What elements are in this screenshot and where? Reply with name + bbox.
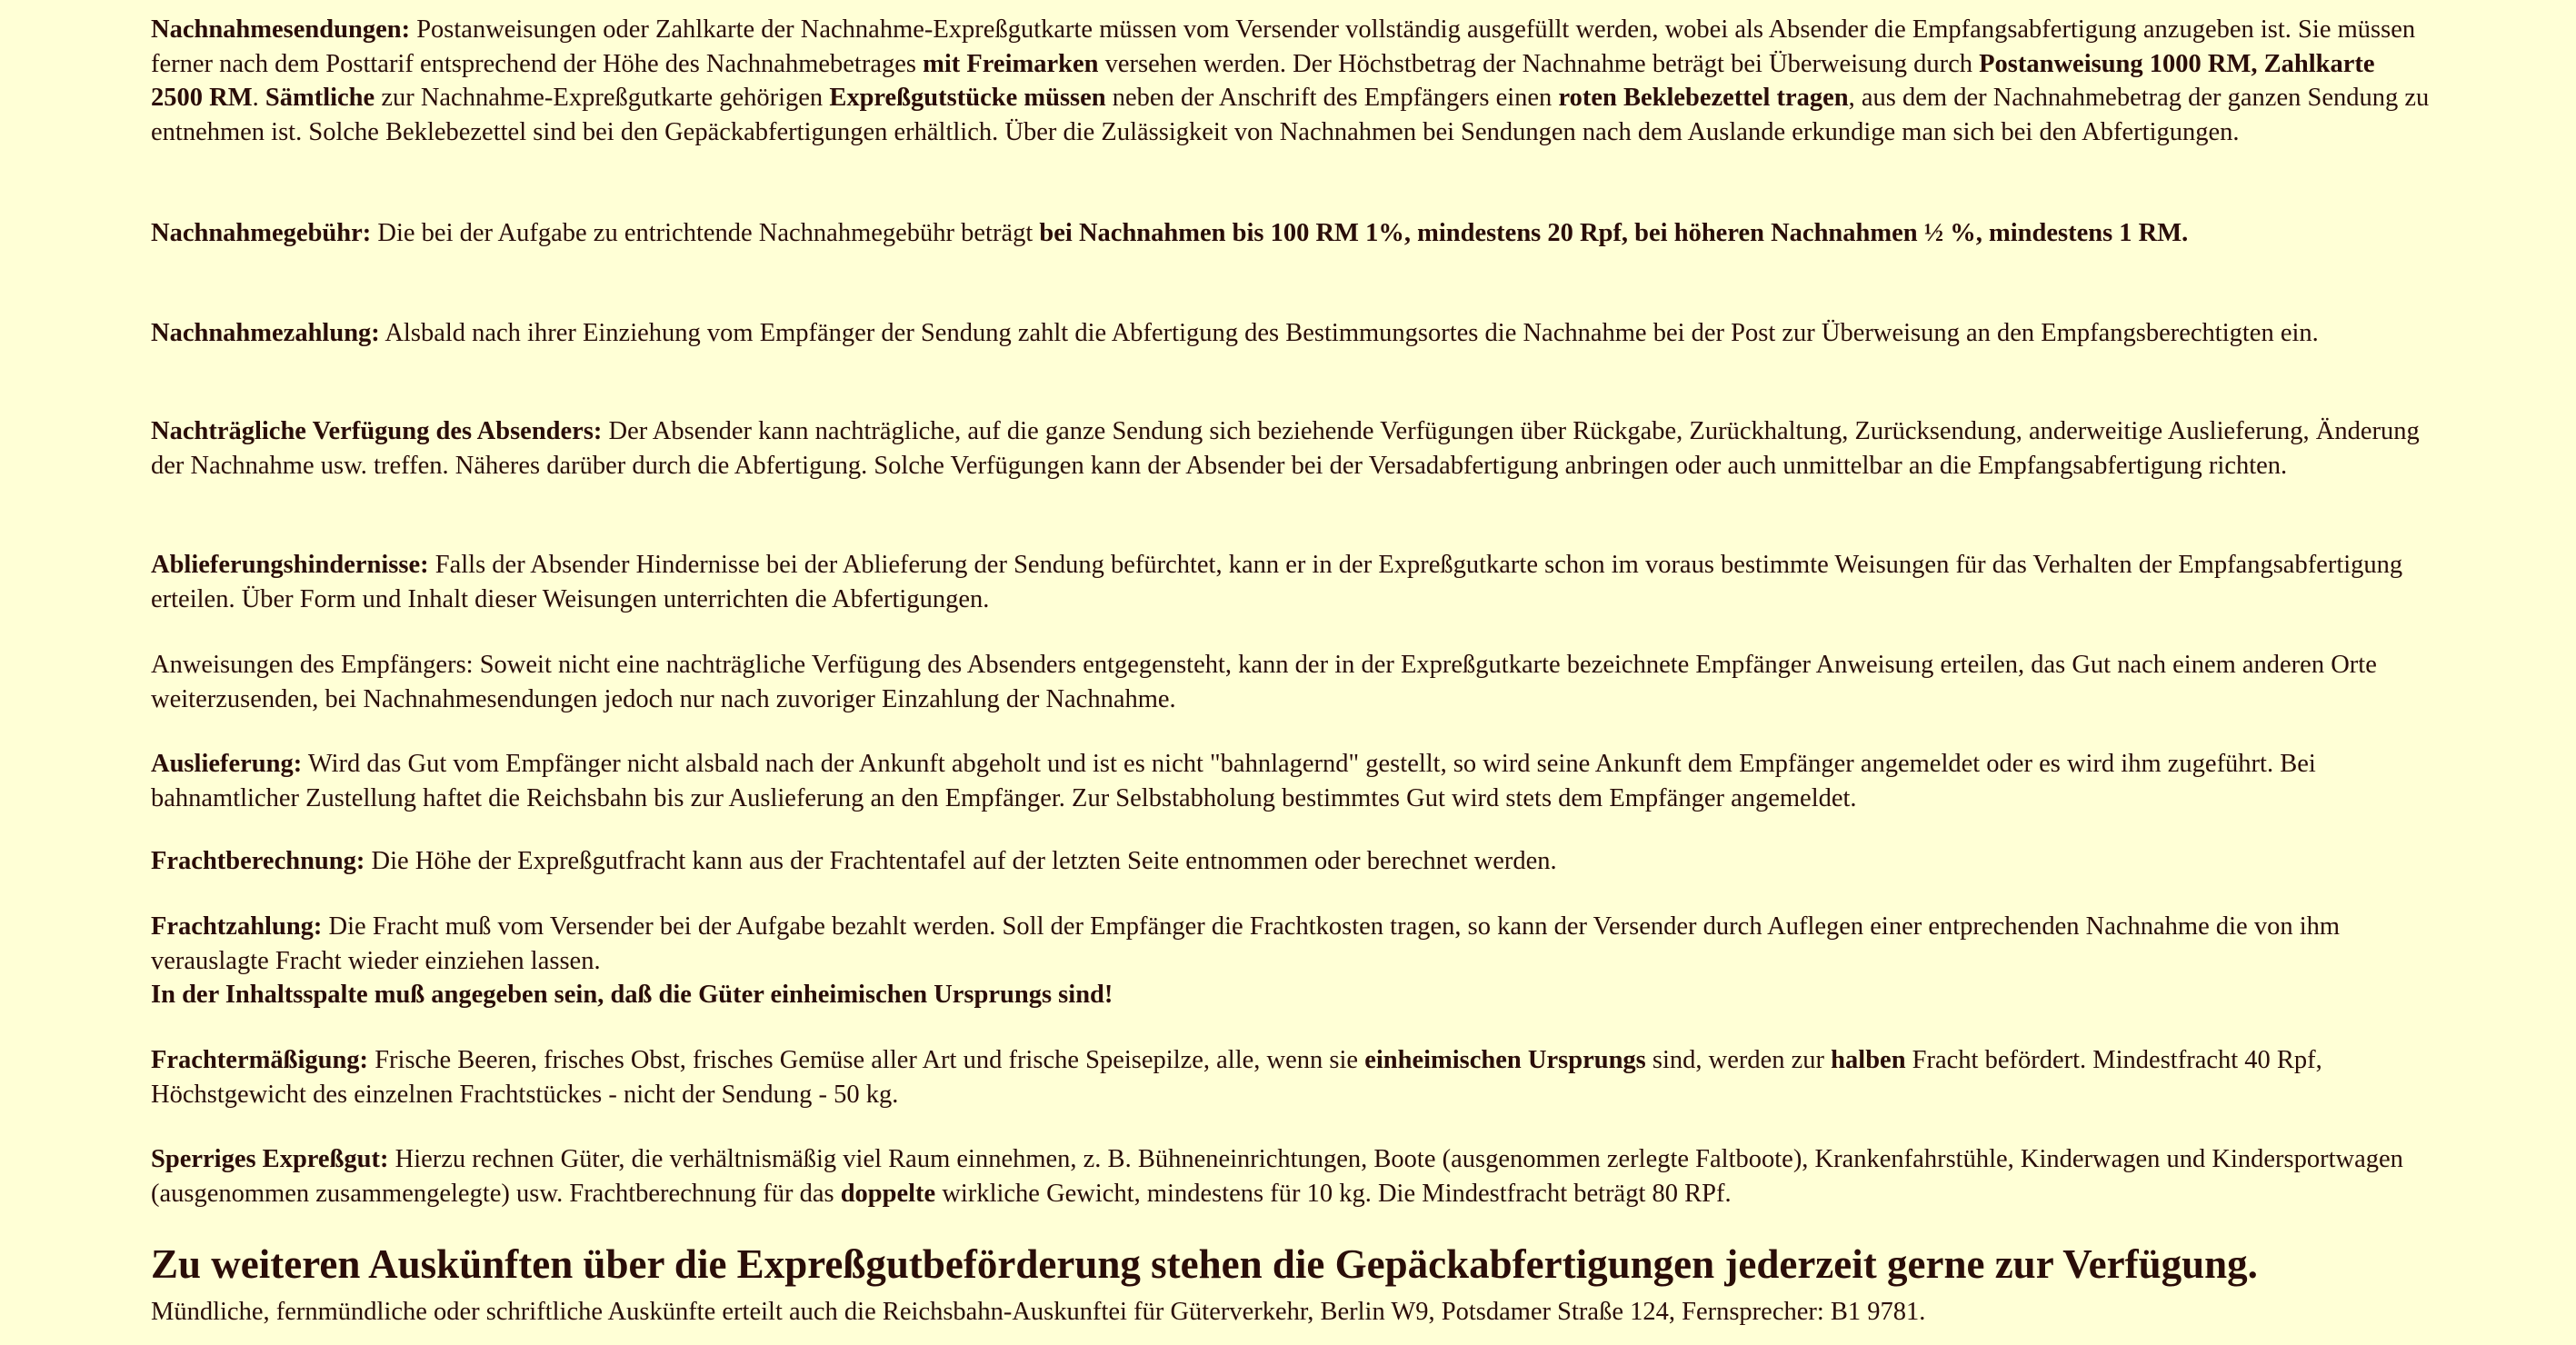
bold-text-run: Auslieferung: (151, 750, 303, 778)
bold-text-run: Frachtermäßigung: (151, 1046, 369, 1074)
closing-info: Mündliche, fernmündliche oder schriftliche Auskünfte erteilt auch die Reichsbahn-Auskunftei für Güterverkehr, Berlin W9, Potsdamer Straße 124, Fernsprecher: B1 9781. (151, 1298, 1926, 1326)
text-run: Der Absender kann nachträgliche, auf die ganze Sendung sich beziehende Verfügungen über Rückgabe, Zurückhaltung, Zurücksendung, anderweitige Auslieferung, Änderung der Nachnahme usw. treffen. Näheres darüber durch die Abfertigung. Solche Verfügungen kann der Absender bei der Versadabfertigung anbringen oder auch unmittelbar an die Empfangsabfertigung richten. (151, 417, 2420, 480)
bold-text-run: bei Nachnahmen bis 100 RM 1%, mindestens 20 Rpf, bei höheren Nachnahmen ½ %, mindestens 1 RM. (1039, 219, 2189, 247)
text-run: Postanweisungen oder Zahlkarte der Nachnahme-Expreßgutkarte müssen vom Versender vollständig ausgefüllt werden, wobei als Absender die Empfangsabfertigung anzugeben ist. Sie müssen ferner nach dem Posttarif entsprechend der Höhe des Nachnahmebetrages (151, 15, 2416, 78)
text-run: Anweisungen des Empfängers: Soweit nicht eine nachträgliche Verfügung des Absenders entgegensteht, kann der in der Expreßgutkarte bezeichnete Empfänger Anweisung erteilen, das Gut nach einem anderen Orte weiterzusenden, bei Nachnahmesendungen jedoch nur nach zuvoriger Einzahlung der Nachnahme. (151, 651, 2377, 713)
section-frachtermaessigung (151, 1043, 2432, 1111)
bold-text-run: Nachträgliche Verfügung des Absenders: (151, 417, 603, 445)
text-run: Die Fracht muß vom Versender bei der Aufgabe bezahlt werden. Soll der Empfänger die Frachtkosten tragen, so kann der Versender durch Auflegen einer entprechenden Nachnahme die von ihm verauslagte Fracht wieder einziehen lassen. (151, 912, 2341, 975)
text-run: zur Nachnahme-Expreßgutkarte gehörigen (374, 84, 830, 112)
bold-text-run: einheimischen Ursprungs (1364, 1046, 1646, 1074)
text-run: Die Höhe der Expreßgutfracht kann aus der Frachtentafel auf der letzten Seite entnommen oder berechnet werden. (364, 847, 1557, 875)
bold-text-run: Frachtberechnung: (151, 847, 365, 875)
text-run: sind, werden zur (1645, 1046, 1832, 1074)
bold-text-run: Nachnahmezahlung: (151, 319, 380, 347)
section-frachtberechnung (151, 844, 2432, 879)
text-run: neben der Anschrift des Empfängers einen (1105, 84, 1559, 112)
text-run: Falls der Absender Hindernisse bei der Ablieferung der Sendung befürchtet, kann er in der Expreßgutkarte schon im voraus bestimmte Weisungen für das Verhalten der Empfangsabfertigung erteilen. Über Form und Inhalt dieser Weisungen unterrichten die Abfertigungen. (151, 551, 2403, 613)
text-run: Alsbald nach ihrer Einziehung vom Empfänger der Sendung zahlt die Abfertigung des Bestimmungsortes die Nachnahme bei der Post zur Überweisung an den Empfangsberechtigten ein. (379, 319, 2319, 347)
bold-text-run: roten Beklebezettel tragen (1558, 84, 1849, 112)
text-run: versehen werden. Der Höchstbetrag der Nachnahme beträgt bei Überweisung durch (1098, 49, 1980, 78)
text-run: . (252, 84, 265, 112)
bold-text-run: Sperriges Expreßgut: (151, 1145, 389, 1173)
section-ablieferungshindernisse (151, 548, 2432, 616)
section-nachnahmegebuehr (151, 216, 2432, 251)
bold-text-run: Nachnahmesendungen: (151, 15, 411, 44)
text-run: Hierzu rechnen Güter, die verhältnismäßig viel Raum einnehmen, z. B. Bühneneinrichtungen, Boote (ausgenommen zerlegte Faltboote), Krankenfahrstühle, Kinderwagen und Kindersportwagen (ausgenommen zusammengelegte) usw. Frachtberechnung für das (151, 1145, 2403, 1208)
text-run: Frische Beeren, frisches Obst, frisches Gemüse aller Art und frische Speisepilze, alle, wenn sie (368, 1046, 1365, 1074)
bold-text-run: In der Inhaltsspalte muß angegeben sein, daß die Güter einheimischen Ursprungs sind! (151, 981, 1113, 1009)
text-run: Wird das Gut vom Empfänger nicht alsbald nach der Ankunft abgeholt und ist es nicht "bahnlagernd" gestellt, so wird seine Ankunft dem Empfänger angemeldet oder es wird ihm zugeführt. Bei bahnamtlicher Zustellung haftet die Reichsbahn bis zur Auslieferung an den Empfänger. Zur Selbstabholung bestimmtes Gut wird stets dem Empfänger angemeldet. (151, 750, 2316, 812)
text-run: Die bei der Aufgabe zu entrichtende Nachnahmegebühr beträgt (371, 219, 1040, 247)
section-nachnahmesendungen (151, 13, 2432, 149)
text-run: wirkliche Gewicht, mindestens für 10 kg. Die Mindestfracht beträgt 80 RPf. (935, 1179, 1732, 1208)
bold-text-run: Postanweisung 1000 RM, Zahlkarte 2500 RM (151, 49, 2375, 112)
bold-text-run: doppelte (840, 1179, 936, 1208)
bold-text-run: Frachtzahlung: (151, 912, 323, 941)
section-nachnahmezahlung (151, 316, 2432, 351)
bold-text-run: mit Freimarken (923, 49, 1099, 78)
section-auslieferung (151, 747, 2432, 815)
bold-text-run: halben (1831, 1046, 1906, 1074)
bold-text-run: Sämtliche (265, 84, 375, 112)
bold-text-run: Expreßgutstücke müssen (829, 84, 1106, 112)
section-sperriges-expressgut (151, 1142, 2432, 1210)
bold-text-run: Ablieferungshindernisse: (151, 551, 429, 579)
section-nachtraegliche-verfuegung (151, 414, 2432, 483)
section-anweisungen-empfaenger (151, 648, 2432, 716)
bold-text-run: Nachnahmegebühr: (151, 219, 372, 247)
closing-heading: Zu weiteren Auskünften über die Expreßgutbeförderung stehen die Gepäckabfertigungen jederzeit gerne zur Verfügung. (151, 1241, 2258, 1287)
text-run: Fracht befördert. Mindestfracht 40 Rpf, Höchstgewicht des einzelnen Frachtstückes - nicht der Sendung - 50 kg. (151, 1046, 2322, 1109)
section-frachtzahlung (151, 910, 2432, 1012)
text-run: , aus dem der Nachnahmebetrag der ganzen Sendung zu entnehmen ist. Solche Beklebezettel sind bei den Gepäckabfertigungen erhältlich. Über die Zulässigkeit von Nachnahmen bei Sendungen nach dem Auslande erkundige man sich bei den Abfertigungen. (151, 84, 2430, 146)
